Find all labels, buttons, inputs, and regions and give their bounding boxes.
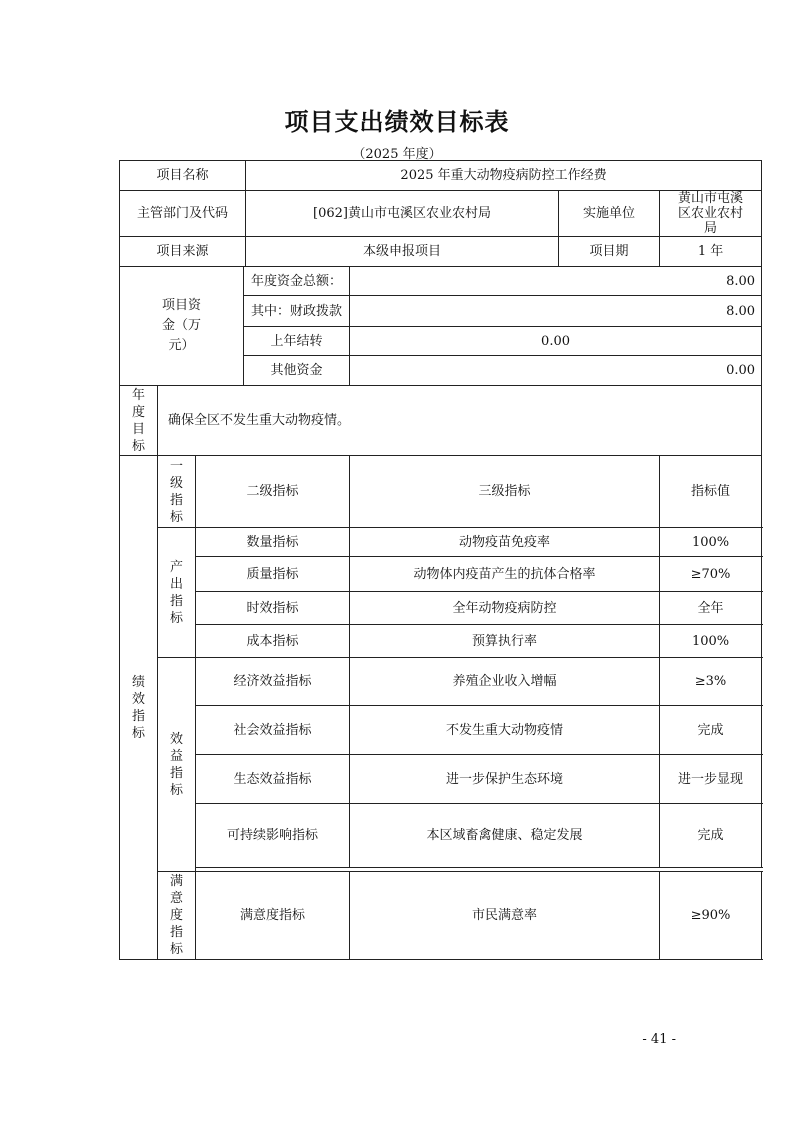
performance-table (119, 160, 762, 960)
page-number: - 41 - (642, 1032, 676, 1047)
fiscal-year: （2025 年度） (352, 147, 442, 162)
level3-cell: 动物体内疫苗产生的抗体合格率 (350, 557, 660, 592)
level2-cell: 质量指标 (196, 557, 350, 592)
annual-goal-label: 年度目标 (120, 386, 158, 456)
table-row (120, 658, 762, 706)
project-name-label: 项目名称 (120, 161, 246, 191)
value-cell: ≥90% (660, 872, 762, 960)
project-name-value: 2025 年重大动物疫病防控工作经费 (246, 161, 762, 191)
value-cell: 进一步显现 (660, 755, 762, 804)
table-row (120, 755, 762, 804)
level3-cell: 预算执行率 (350, 625, 660, 658)
value-cell: 100% (660, 528, 762, 557)
fund-other-value: 0.00 (350, 356, 762, 386)
level3-header: 三级指标 (350, 456, 660, 528)
level2-cell: 成本指标 (196, 625, 350, 658)
value-cell: ≥70% (660, 557, 762, 592)
dept-value: [062]黄山市屯溪区农业农村局 (246, 191, 559, 237)
value-cell: 全年 (660, 592, 762, 625)
row-source (120, 237, 762, 267)
fund-carryover-value: 0.00 (350, 327, 762, 356)
level3-cell: 本区域畜禽健康、稳定发展 (350, 804, 660, 868)
row-dept (120, 191, 762, 237)
source-label: 项目来源 (120, 237, 246, 267)
table-row (120, 804, 762, 868)
level2-header: 二级指标 (196, 456, 350, 528)
level3-cell: 养殖企业收入增幅 (350, 658, 660, 706)
level2-cell: 社会效益指标 (196, 706, 350, 755)
fund-fiscal-label: 其中：财政拨款 (244, 296, 350, 327)
table-row (120, 706, 762, 755)
fund-total-label: 年度资金总额： (244, 267, 350, 296)
impl-unit-value: 黄山市屯溪区农业农村局 (660, 191, 762, 237)
source-value: 本级申报项目 (246, 237, 559, 267)
fund-carryover-label: 上年结转 (244, 327, 350, 356)
level2-cell: 时效指标 (196, 592, 350, 625)
fund-other-label: 其他资金 (244, 356, 350, 386)
annual-goal-value: 确保全区不发生重大动物疫情。 (158, 386, 762, 456)
fund-fiscal-value: 8.00 (350, 296, 762, 327)
page-title: 项目支出绩效目标表 (284, 108, 510, 136)
level2-cell: 满意度指标 (196, 872, 350, 960)
row-indicator-header (120, 456, 762, 528)
row-fund-total (120, 267, 762, 296)
value-cell: 完成 (660, 706, 762, 755)
level3-cell: 动物疫苗免疫率 (350, 528, 660, 557)
table-row (120, 872, 762, 960)
level3-cell: 市民满意率 (350, 872, 660, 960)
value-header: 指标值 (660, 456, 762, 528)
level3-cell: 不发生重大动物疫情 (350, 706, 660, 755)
table-row (120, 625, 762, 658)
group-satisfaction: 满意度指标 (158, 872, 196, 960)
period-label: 项目期 (559, 237, 660, 267)
level3-cell: 进一步保护生态环境 (350, 755, 660, 804)
level3-cell: 全年动物疫病防控 (350, 592, 660, 625)
level2-cell: 经济效益指标 (196, 658, 350, 706)
value-cell: ≥3% (660, 658, 762, 706)
impl-unit-label: 实施单位 (559, 191, 660, 237)
table-row (120, 528, 762, 557)
row-annual-goal (120, 386, 762, 456)
table-row (120, 557, 762, 592)
fund-total-value: 8.00 (350, 267, 762, 296)
value-cell: 完成 (660, 804, 762, 868)
value-cell: 100% (660, 625, 762, 658)
level2-cell: 生态效益指标 (196, 755, 350, 804)
row-project-name (120, 161, 762, 191)
period-value: 1 年 (660, 237, 762, 267)
group-output: 产出指标 (158, 528, 196, 658)
perf-label: 绩效指标 (120, 456, 158, 960)
dept-label: 主管部门及代码 (120, 191, 246, 237)
funds-label: 项目资金（万元） (120, 267, 244, 386)
table-row (120, 592, 762, 625)
level1-header: 一级指标 (158, 456, 196, 528)
level2-cell: 可持续影响指标 (196, 804, 350, 868)
group-benefit: 效益指标 (158, 658, 196, 872)
level2-cell: 数量指标 (196, 528, 350, 557)
